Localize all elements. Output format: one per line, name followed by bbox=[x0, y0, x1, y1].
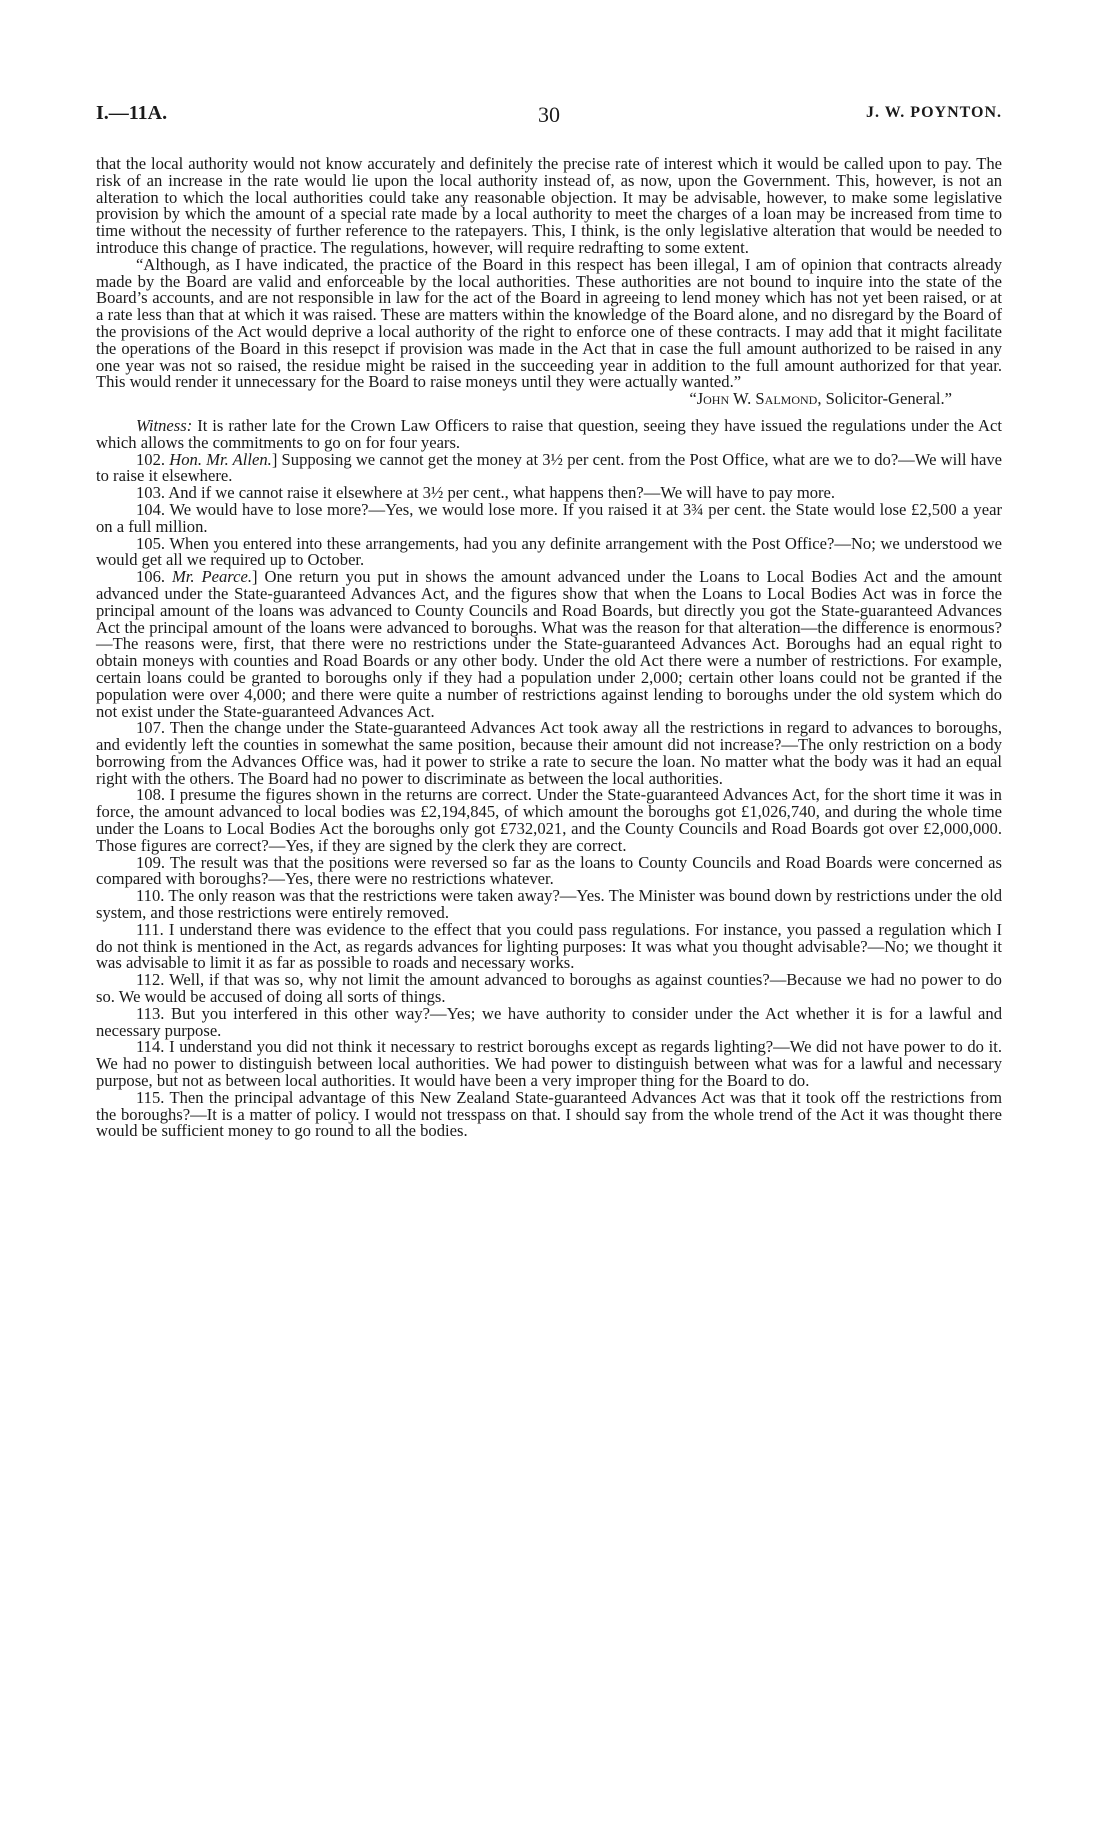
question-102: 102. Hon. Mr. Allen.] Supposing we cannot get the money at 3½ per cent. from the Post Office, what are we to do?—We will have to raise it elsewhere. bbox=[96, 449, 1002, 486]
question-114: 114. I understand you did not think it necessary to restrict boroughs except as regards lighting?—We did not have power to do it. We had no power to distinguish between local authorities. We had power to distinguish between what was for a lawful and necessary purpose, but not as between local authorities. It would have been a very improper thing for the Board to do. bbox=[96, 1037, 1002, 1091]
question-103: 103. And if we cannot raise it elsewhere at 3½ per cent., what happens then?—We will have to pay more. bbox=[136, 483, 836, 503]
paper-reference: I.—11A. bbox=[96, 102, 168, 124]
signatory-name: John W. Salmond bbox=[696, 389, 818, 409]
paragraph: that the local authority would not know accurately and definitely the precise rate of interest which it would be called upon to pay. The risk of an increase in the rate would lie upon the local authority instead of, as now, upon the Government. This, however, is not an alteration to which the local authorities could take any reasonable objection. It may be advisable, however, to make some legislative provision by which the amount of a special rate made by a local authority to meet the charges of a loan may be increased from time to time without the necessity of further reference to the ratepayers. This, I think, is the only legislative alteration that would be needed to introduce this change of practice. The regulations, however, will require redrafting to some extent. bbox=[96, 154, 1002, 257]
question-109: 109. The result was that the positions were reversed so far as the loans to County Councils and Road Boards were concerned as compared with boroughs?—Yes, there were no restrictions whatever. bbox=[96, 852, 1002, 889]
speaker: Mr. Pearce. bbox=[171, 567, 253, 587]
question-112: 112. Well, if that was so, why not limit the amount advanced to boroughs as against counties?—Because we had no power to do so. We would be accused of doing all sorts of things. bbox=[96, 970, 1002, 1007]
witness-label: Witness: bbox=[136, 415, 193, 435]
question-107: 107. Then the change under the State-guaranteed Advances Act took away all the restrictions in regard to advances to boroughs, and evidently left the counties in somewhat the same position, because their amount did not increase?—The only restriction on a body borrowing from the Advances Office was, had it power to strike a rate to secure the loan. No matter what the body was it had an equal right with the others. The Board had no power to discriminate as between the local authorities. bbox=[96, 718, 1002, 788]
question-105: 105. When you entered into these arrangements, had you any definite arrangement with the Post Office?—No; we understood we would get all we required up to October. bbox=[96, 533, 1002, 570]
paragraph: “Although, as I have indicated, the practice of the Board in this respect has been illegal, I am of opinion that contracts already made by the Board are valid and enforceable by the local authorities. These authorities are not bound to inquire into the state of the Board’s accounts, and are not responsible in law for the act of the Board in agreeing to lend money which has not yet been raised, or at a rate less than that at which it was raised. These are matters within the knowledge of the Board alone, and no disregard by the Board of the provisions of the Act would deprive a local authority of the right to enforce one of these contracts. I may add that it might facilitate the operations of the Board in this resepct if provision was made in the Act that in case the full amount authorized to be raised in any one year was not so raised, the residue might be raised in the succeeding year in addition to the full amount authorized for that year. This would render it unnecessary for the Board to raise moneys until they were actually wanted.” bbox=[96, 254, 1002, 392]
page-body bbox=[96, 156, 1002, 1140]
witness-name: J. W. POYNTON. bbox=[866, 104, 1002, 121]
page-header bbox=[96, 102, 1002, 126]
question-110: 110. The only reason was that the restrictions were taken away?—Yes. The Minister was bound down by restrictions under the old system, and those restrictions were entirely removed. bbox=[96, 886, 1002, 923]
page-number: 30 bbox=[538, 102, 560, 127]
question-104: 104. We would have to lose more?—Yes, we would lose more. If you raised it at 3¾ per cent. the State would lose £2,500 a year on a full million. bbox=[96, 499, 1002, 536]
question-113: 113. But you interfered in this other way?—Yes; we have authority to consider under the Act whether it is for a lawful and necessary purpose. bbox=[96, 1003, 1002, 1040]
question-115: 115. Then the principal advantage of this New Zealand State-guaranteed Advances Act was that it took off the restrictions from the boroughs?—It is a matter of policy. I would not tresspass on that. I should say from the whole trend of the Act it was thought there would be sufficient money to go round to all the bodies. bbox=[96, 1087, 1002, 1141]
signature-line: “John W. Salmond, Solicitor-General.” bbox=[689, 389, 952, 409]
speaker: Hon. Mr. Allen. bbox=[169, 449, 272, 469]
question-108: 108. I presume the figures shown in the returns are correct. Under the State-guaranteed Advances Act, for the short time it was in force, the amount advanced to local bodies was £2,194,845, of which amount the boroughs got £1,026,740, and during the whole time under the Loans to Local Bodies Act the boroughs only got £732,021, and the County Councils and Road Boards got over £2,000,000. Those figures are correct?—Yes, if they are signed by the clerk they are correct. bbox=[96, 785, 1002, 855]
question-106: 106. Mr. Pearce.] One return you put in shows the amount advanced under the Loans to Local Bodies Act and the amount advanced under the State-guaranteed Advances Act, and the figures show that when the Loans to Local Bodies Act was in force the principal amount of the loans was advanced to County Councils and Road Boards, but directly you got the State-guaranteed Advances Act the principal amount of the loans were advanced to boroughs. What was the reason for that alteration—the difference is enormous?—The reasons were, first, that there were no restrictions under the State-guaranteed Advances Act. Boroughs had an equal right to obtain moneys with counties and Road Boards or any other body. Under the old Act there were a number of restrictions. For example, certain loans could be granted to boroughs only if they had a population under 2,000; certain other loans could not be granted if the population were over 4,000; and there were quite a number of restrictions against lending to boroughs under the old system which do not exist under the State-guaranteed Advances Act. bbox=[96, 567, 1003, 721]
paragraph: Witness: It is rather late for the Crown Law Officers to raise that question, seeing they have issued the regulations under the Act which allows the commitments to go on for four years. bbox=[96, 415, 1002, 452]
question-111: 111. I understand there was evidence to the effect that you could pass regulations. For instance, you passed a regulation which I do not think is mentioned in the Act, as regards advances for lighting purposes: It was what you thought advisable?—No; we thought it was advisable to limit it as far as possible to roads and necessary works. bbox=[96, 919, 1002, 973]
